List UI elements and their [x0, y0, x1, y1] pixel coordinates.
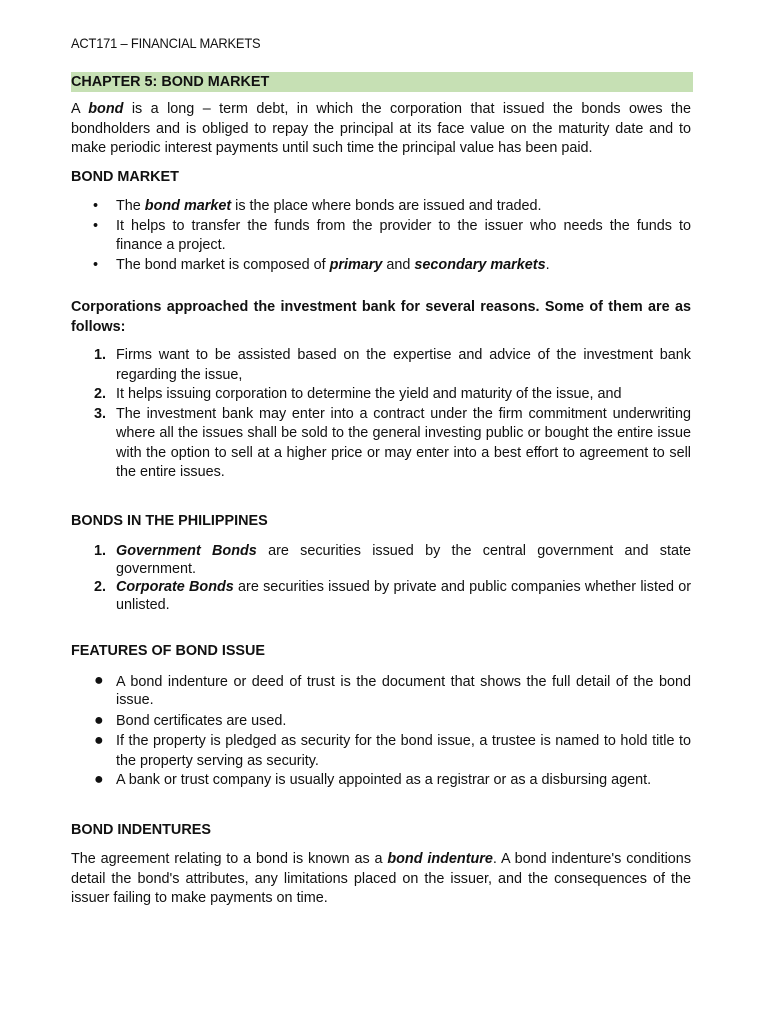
list-item: ● A bond indenture or deed of trust is the document that shows the full detail of the bond issue.: [94, 671, 691, 708]
list-item: 2. Corporate Bonds are securities issued by private and public companies whether listed or unlisted.: [94, 579, 691, 613]
list-item: 2. It helps issuing corporation to determine the yield and maturity of the issue, and: [94, 386, 622, 402]
list-item: 1. Firms want to be assisted based on the expertise and advice of the investment bank regarding the issue,: [94, 347, 691, 383]
reasons-heading: Corporations approached the investment bank for several reasons. Some of them are as follows:: [71, 299, 691, 335]
reasons-list: [71, 346, 691, 483]
features-heading: FEATURES OF BOND ISSUE: [71, 643, 266, 659]
list-item: ● If the property is pledged as security for the bond issue, a trustee is named to hold title to the property serving as security.: [94, 732, 691, 769]
bond-market-heading: BOND MARKET: [71, 168, 179, 185]
indentures-heading: BOND INDENTURES: [71, 821, 211, 838]
chapter-title: CHAPTER 5: BOND MARKET: [71, 72, 693, 92]
document-body: [71, 72, 691, 909]
running-head: ACT171 – FINANCIAL MARKETS: [71, 35, 261, 51]
government-bonds-term: Government Bonds: [116, 543, 257, 559]
list-item: ● A bank or trust company is usually appointed as a registrar or as a disbursing agent.: [94, 771, 652, 788]
philippines-list: [71, 542, 691, 614]
list-item: 1. Government Bonds are securities issued by the central government and state government.: [94, 543, 692, 577]
indentures-paragraph: The agreement relating to a bond is known as a bond indenture. A bond indenture's conditions detail the bond's attributes, any limitations placed on the issuer, and the consequences of the issuer failing to make payments on time.: [71, 851, 692, 906]
bond-term: bond: [88, 101, 124, 117]
list-item: • It helps to transfer the funds from the provider to the issuer who needs the funds to finance a project.: [93, 217, 691, 253]
features-list: [71, 673, 691, 791]
intro-paragraph: A bond is a long – term debt, in which the corporation that issued the bonds owes the bondholders and is obliged to repay the principal at its face value on the maturity date and to make periodic interest payments until such time the principal value has been paid.: [71, 101, 691, 156]
list-item: 3. The investment bank may enter into a contract under the firm commitment underwriting where all the issues shall be sold to the general investing public or bought the entire issue with the option to sell at a higher price or may enter into a best effort to agreement to sell the entire issues.: [94, 405, 691, 480]
list-item: • The bond market is the place where bonds are issued and traded.: [93, 198, 542, 214]
philippines-heading: BONDS IN THE PHILIPPINES: [71, 512, 268, 529]
list-item: • The bond market is composed of primary and secondary markets.: [93, 256, 550, 273]
list-item: ● Bond certificates are used.: [94, 711, 287, 729]
bond-indenture-term: bond indenture: [387, 851, 493, 867]
corporate-bonds-term: Corporate Bonds: [116, 579, 234, 595]
bond-market-list: [71, 197, 691, 275]
